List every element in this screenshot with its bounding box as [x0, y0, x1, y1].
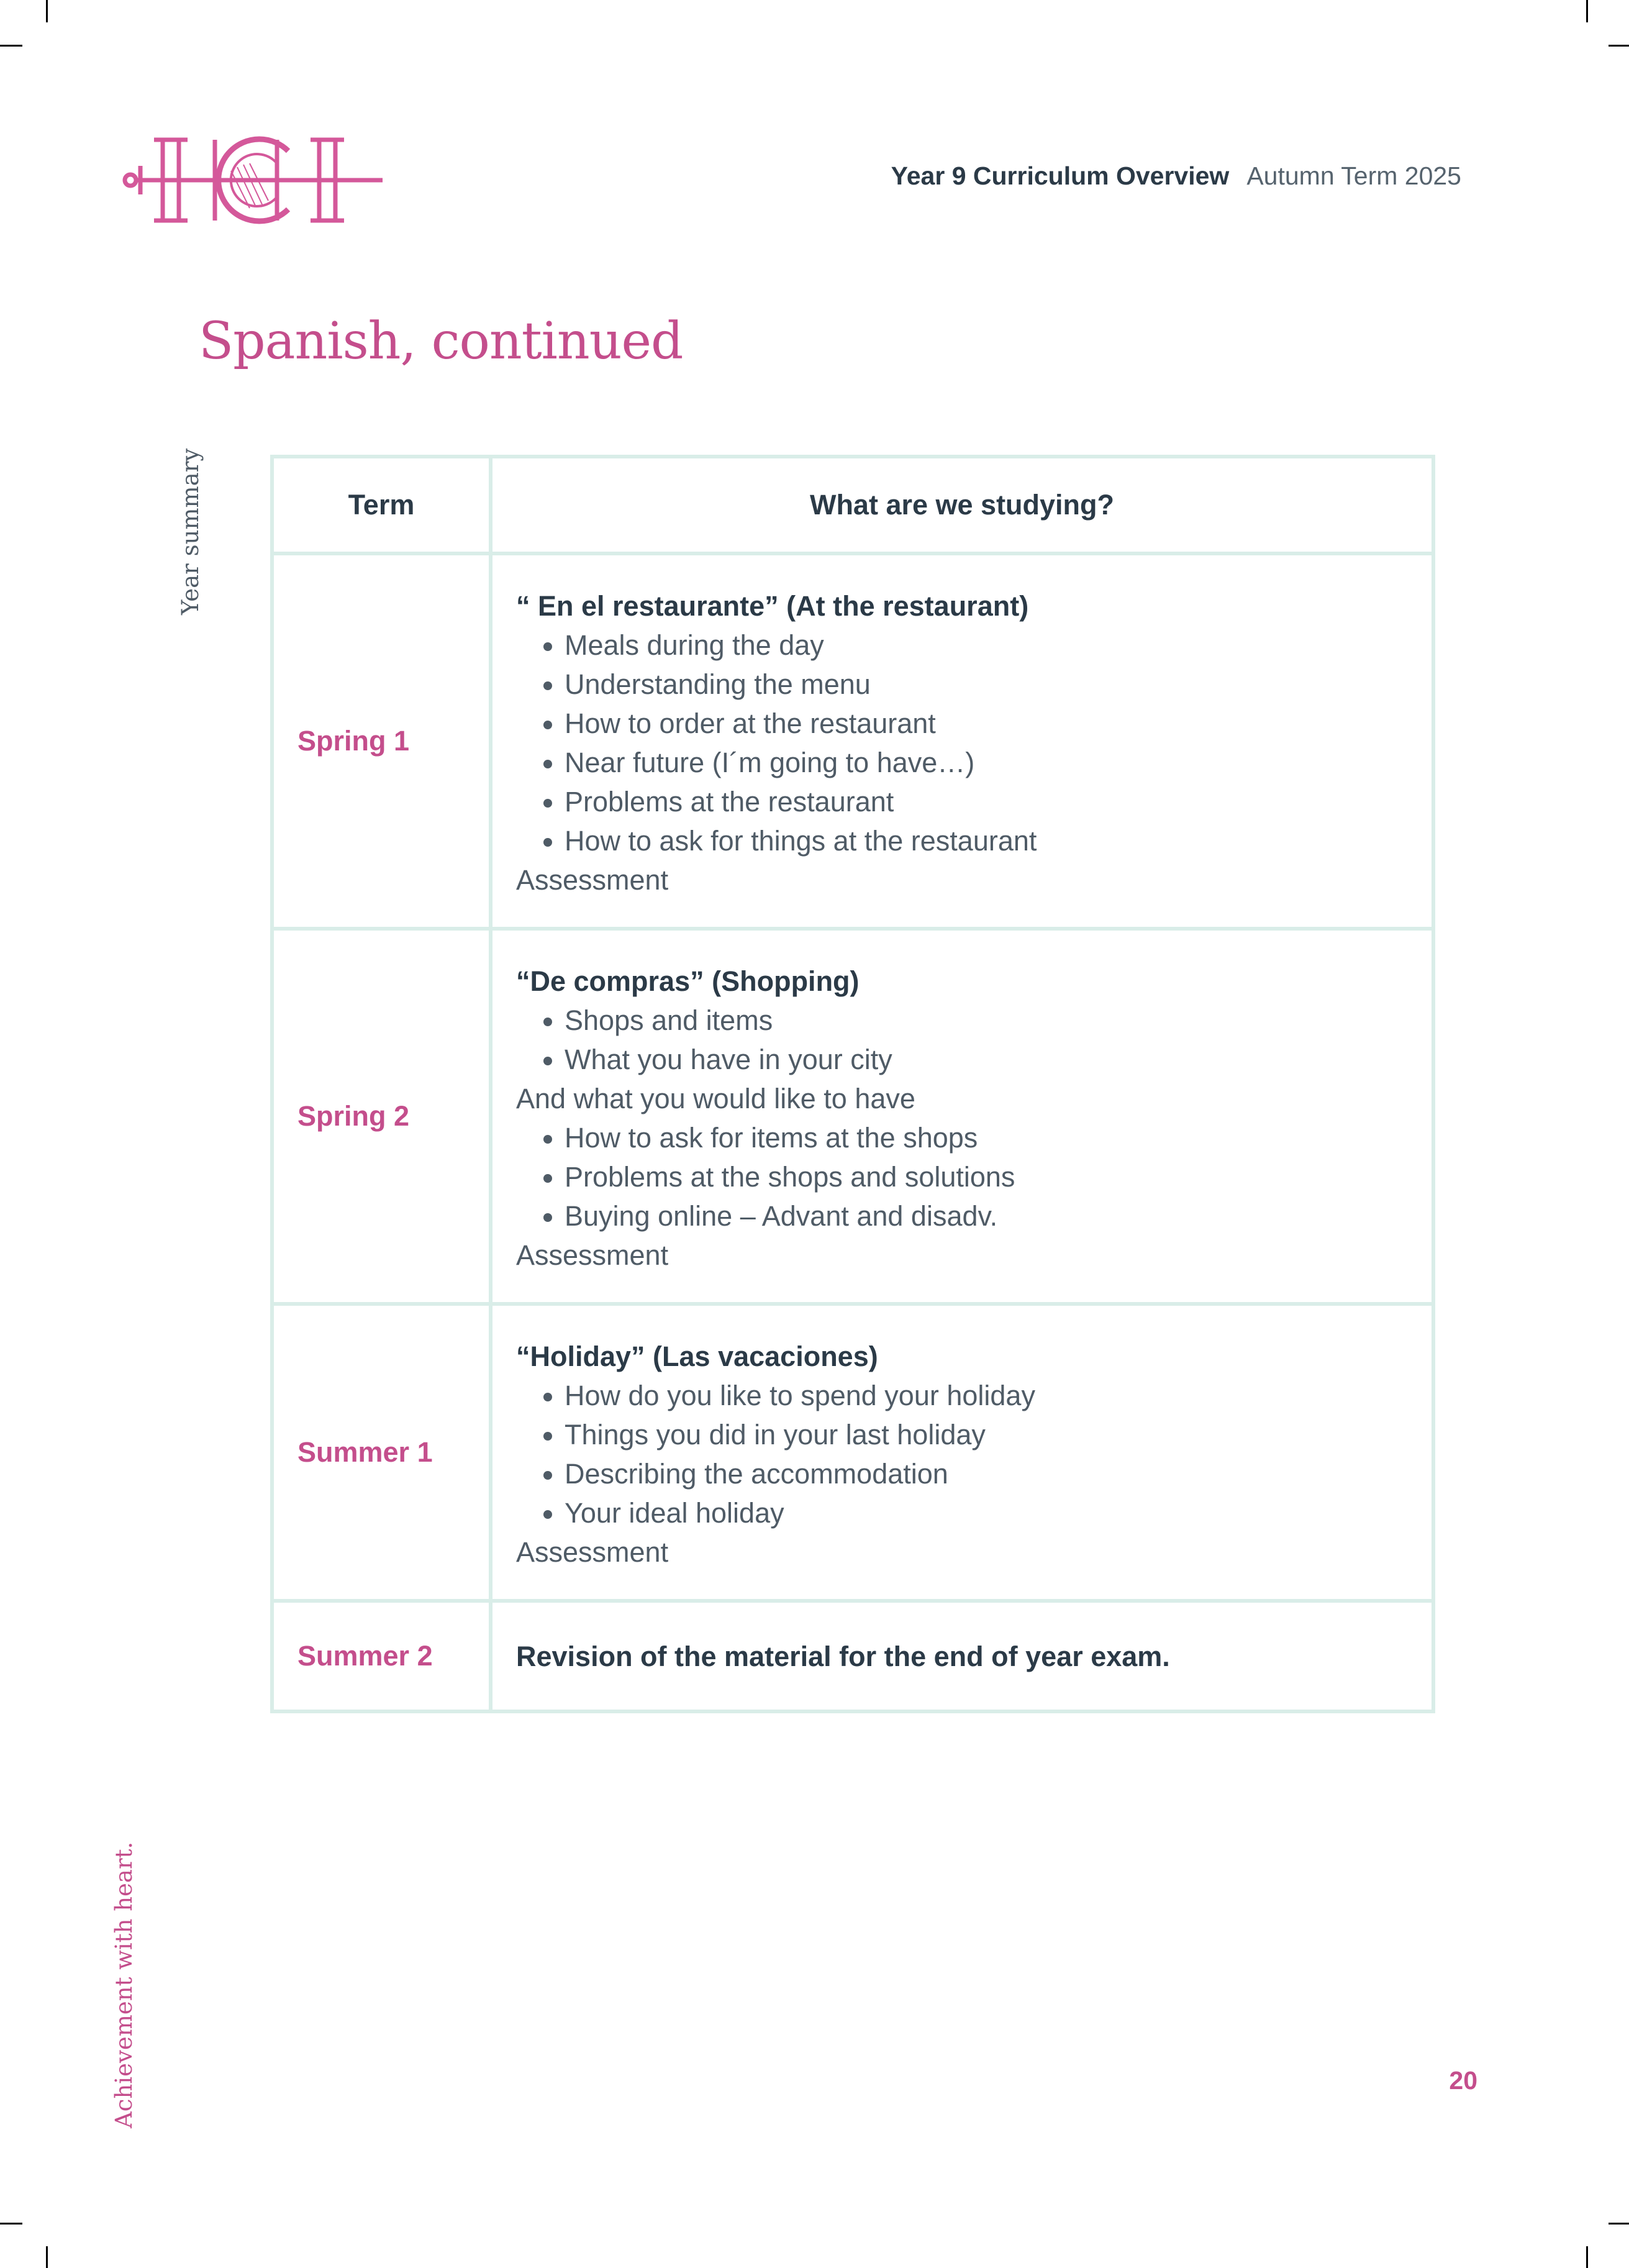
topic-list [516, 626, 1408, 860]
list-item: • Problems at the shops and solutions [565, 1157, 1408, 1196]
list-item: • Problems at the restaurant [565, 782, 1408, 821]
term-cell: Spring 2 [272, 929, 491, 1304]
topic-note: And what you would like to have [516, 1083, 915, 1114]
unit-title: “ En el restaurante” (At the restaurant) [516, 590, 1029, 622]
list-item: • How to ask for items at the shops [565, 1118, 1408, 1157]
unit-title: “De compras” (Shopping) [516, 965, 860, 997]
topic-list [516, 1118, 1408, 1236]
table-row [272, 1304, 1433, 1601]
assessment-label: Assessment [516, 1536, 669, 1568]
topic-list [516, 1376, 1408, 1532]
crop-mark [1586, 0, 1588, 22]
crop-mark [1586, 2246, 1588, 2268]
list-item: • How do you like to spend your holiday [565, 1376, 1408, 1415]
term-cell: Summer 2 [272, 1601, 491, 1711]
side-label-year-summary: Year summary [177, 448, 204, 615]
topic-list [516, 1001, 1408, 1079]
column-header-term: Term [272, 457, 491, 553]
page-title: Spanish, continued [199, 312, 683, 371]
school-logo [122, 127, 389, 233]
unit-title: “Holiday” (Las vacaciones) [516, 1341, 878, 1372]
list-item: • Describing the accommodation [565, 1454, 1408, 1493]
list-item: • Near future (I´m going to have…) [565, 743, 1408, 782]
table-header-row [272, 457, 1433, 553]
curriculum-table [270, 455, 1435, 1713]
column-header-studying: What are we studying? [491, 457, 1433, 553]
term-cell: Summer 1 [272, 1304, 491, 1601]
page-number: 20 [1449, 2066, 1477, 2095]
list-item: • Buying online – Advant and disadv. [565, 1196, 1408, 1236]
content-cell: Revision of the material for the end of year exam. [491, 1601, 1433, 1711]
table-row [272, 929, 1433, 1304]
list-item: • Understanding the menu [565, 665, 1408, 704]
document-title: Year 9 Curriculum Overview [891, 162, 1230, 190]
tagline: Achievement with heart. [111, 1841, 137, 2128]
list-item: • Things you did in your last holiday [565, 1415, 1408, 1454]
crop-mark [46, 2246, 48, 2268]
list-item: • How to ask for things at the restaurant [565, 821, 1408, 860]
list-item: • What you have in your city [565, 1040, 1408, 1079]
crop-mark [0, 2223, 22, 2225]
crop-mark [46, 0, 48, 22]
document-header [891, 162, 1461, 191]
assessment-label: Assessment [516, 864, 669, 896]
list-item: • Meals during the day [565, 626, 1408, 665]
content-cell [491, 1304, 1433, 1601]
crop-mark [1609, 45, 1629, 47]
table-row [272, 553, 1433, 929]
table-row [272, 1601, 1433, 1711]
term-cell: Spring 1 [272, 553, 491, 929]
list-item: • Your ideal holiday [565, 1493, 1408, 1532]
term-label: Autumn Term 2025 [1246, 162, 1461, 190]
assessment-label: Assessment [516, 1239, 669, 1271]
list-item: • How to order at the restaurant [565, 704, 1408, 743]
content-cell [491, 553, 1433, 929]
content-cell [491, 929, 1433, 1304]
crop-mark [0, 45, 22, 47]
crop-mark [1609, 2223, 1629, 2225]
list-item: • Shops and items [565, 1001, 1408, 1040]
